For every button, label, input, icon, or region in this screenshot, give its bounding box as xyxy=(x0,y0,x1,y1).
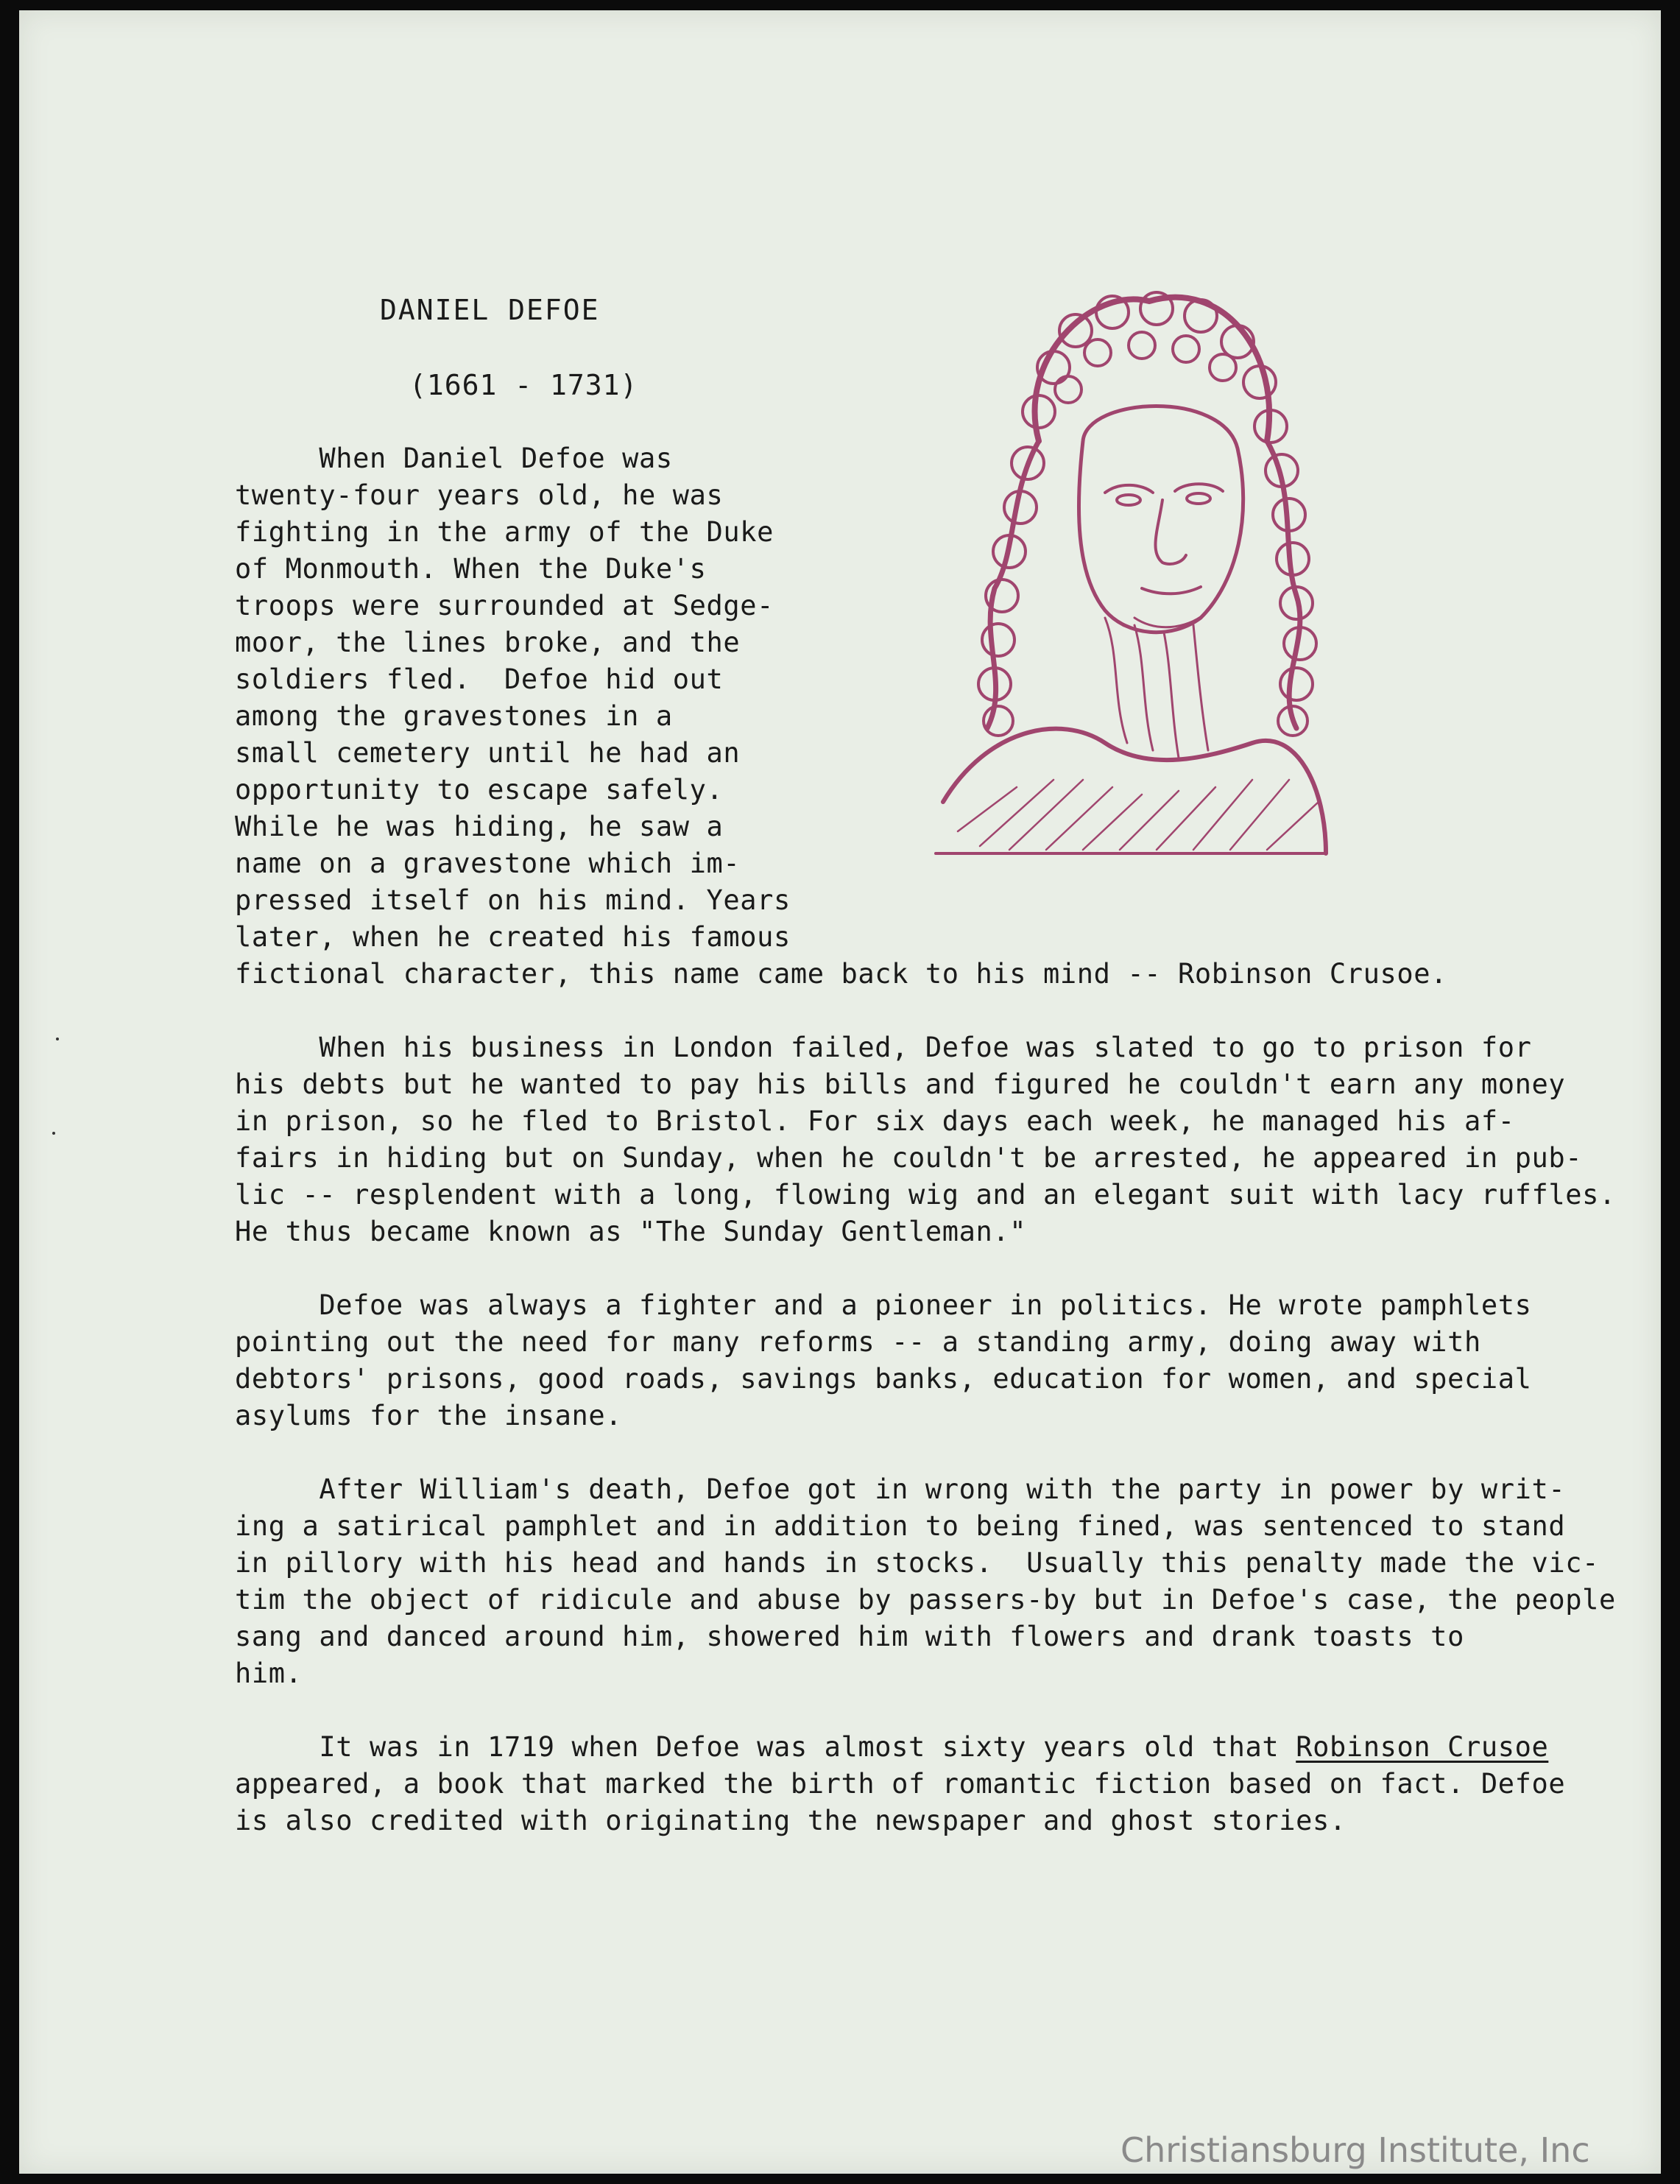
document-title: DANIEL DEFOE xyxy=(380,294,600,326)
text-line: twenty-four years old, he was xyxy=(235,479,724,511)
defoe-portrait-engraving xyxy=(928,272,1330,876)
paper-speck xyxy=(56,1038,59,1040)
text-line: debtors' prisons, good roads, savings banks, education for women, and special xyxy=(235,1363,1532,1395)
text-line: sang and danced around him, showered him with flowers and drank toasts to xyxy=(235,1621,1464,1652)
text-line: in pillory with his head and hands in stocks. Usually this penalty made the vic- xyxy=(235,1547,1599,1579)
text-line: He thus became known as "The Sunday Gentleman." xyxy=(235,1216,1027,1247)
text-line: fighting in the army of the Duke xyxy=(235,516,774,548)
text-line: pointing out the need for many reforms -- a standing army, doing away with xyxy=(235,1326,1481,1358)
text-line: name on a gravestone which im- xyxy=(235,848,741,879)
text-line: troops were surrounded at Sedge- xyxy=(235,590,774,621)
text-line: fairs in hiding but on Sunday, when he couldn't be arrested, he appeared in pub- xyxy=(235,1142,1583,1174)
text-line: soldiers fled. Defoe hid out xyxy=(235,663,724,695)
text-line: Defoe was always a fighter and a pioneer in politics. He wrote pamphlets xyxy=(235,1289,1532,1321)
text-line: his debts but he wanted to pay his bills and figured he couldn't earn any money xyxy=(235,1068,1566,1100)
text-line: of Monmouth. When the Duke's xyxy=(235,553,707,585)
text-line: fictional character, this name came back to his mind -- Robinson Crusoe. xyxy=(235,958,1448,990)
text-line: in prison, so he fled to Bristol. For six days each week, he managed his af- xyxy=(235,1105,1515,1137)
book-title-underlined: Robinson Crusoe xyxy=(1296,1731,1549,1763)
text-line: When his business in London failed, Defoe was slated to go to prison for xyxy=(235,1032,1532,1063)
text-line: later, when he created his famous xyxy=(235,921,791,953)
life-dates: (1661 - 1731) xyxy=(409,369,638,401)
text-line: tim the object of ridicule and abuse by passers-by but in Defoe's case, the people xyxy=(235,1584,1616,1616)
text-line: While he was hiding, he saw a xyxy=(235,811,724,842)
text-line: After William's death, Defoe got in wrong with the party in power by writ- xyxy=(235,1473,1566,1505)
document-page xyxy=(19,10,1661,2174)
text-line: When Daniel Defoe was xyxy=(235,443,673,474)
text-line: lic -- resplendent with a long, flowing wig and an elegant suit with lacy ruffles. xyxy=(235,1179,1616,1211)
text-line: asylums for the insane. xyxy=(235,1400,623,1431)
text-line: moor, the lines broke, and the xyxy=(235,627,741,658)
text-line: him. xyxy=(235,1658,303,1689)
text-line: is also credited with originating the newspaper and ghost stories. xyxy=(235,1805,1347,1836)
text-line: It was in 1719 when Defoe was almost sixty years old that Robinson Crusoe xyxy=(235,1731,1549,1763)
text-line: small cemetery until he had an xyxy=(235,737,741,769)
credit-watermark: Christiansburg Institute, Inc xyxy=(1120,2130,1590,2170)
text-line: pressed itself on his mind. Years xyxy=(235,884,791,916)
text-line: ing a satirical pamphlet and in addition to being fined, was sentenced to stand xyxy=(235,1510,1566,1542)
text-line: among the gravestones in a xyxy=(235,700,673,732)
text-line: appeared, a book that marked the birth of romantic fiction based on fact. Defoe xyxy=(235,1768,1566,1800)
paper-speck xyxy=(52,1132,55,1135)
text-line: opportunity to escape safely. xyxy=(235,774,724,806)
